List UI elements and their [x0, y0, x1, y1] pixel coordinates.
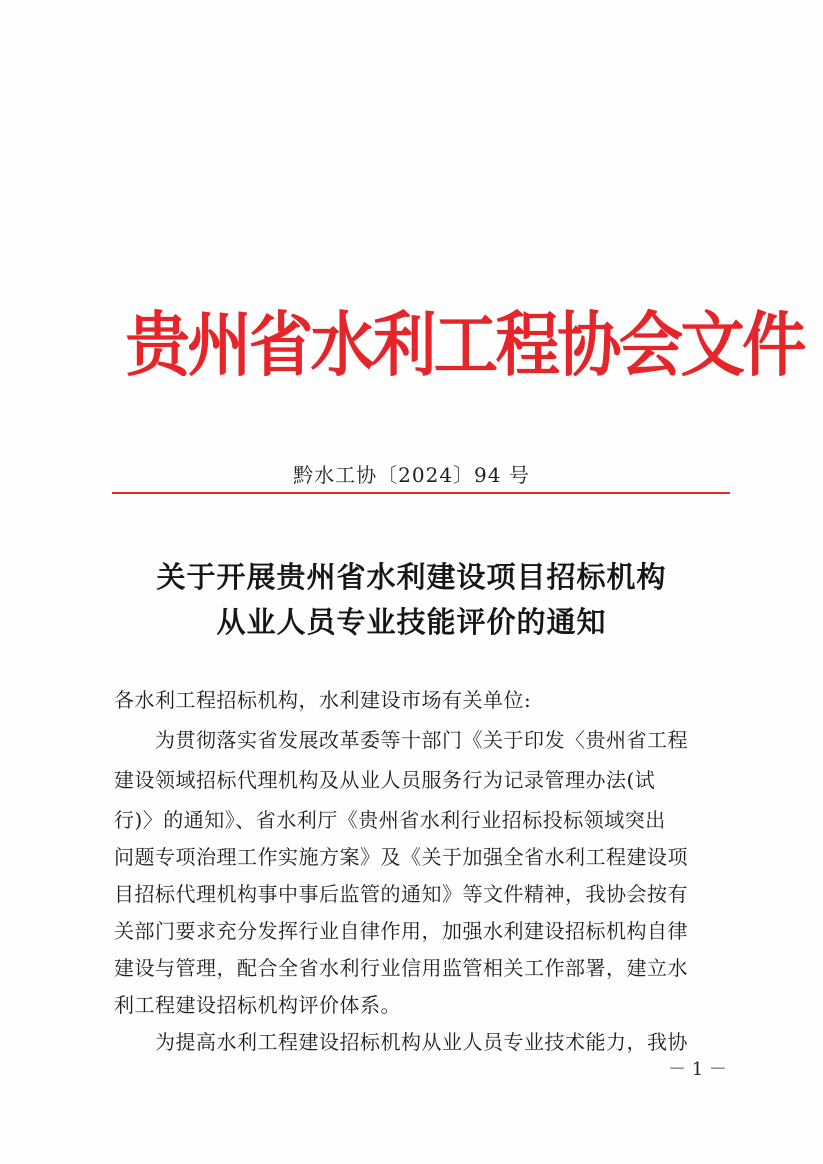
- body-line-1: 为贯彻落实省发展改革委等十部门《关于印发〈贵州省工程: [114, 728, 688, 752]
- body-line-8: 利工程建设招标机构评价体系。: [114, 993, 401, 1017]
- salutation-line: 各水利工程招标机构，水利建设市场有关单位:: [114, 688, 532, 712]
- body-line-5: 目招标代理机构事中事后监管的通知》等文件精神，我协会按有: [114, 882, 688, 906]
- masthead-title: 贵州省水利工程协会文件: [125, 303, 804, 386]
- red-divider-line: [112, 492, 730, 494]
- body-line-7: 建设与管理，配合全省水利行业信用监管相关工作部署，建立水: [114, 956, 688, 980]
- page-number: － 1 －: [668, 1059, 727, 1080]
- body-line-4: 问题专项治理工作实施方案》及《关于加强全省水利工程建设项: [114, 845, 688, 869]
- notice-title-line-1: 关于开展贵州省水利建设项目招标机构: [156, 560, 667, 594]
- body-line-2: 建设领域招标代理机构及从业人员服务行为记录管理办法(试: [114, 768, 656, 792]
- notice-title-line-2: 从业人员专业技能评价的通知: [216, 605, 607, 639]
- body-line-6: 关部门要求充分发挥行业自律作用，加强水利建设招标机构自律: [114, 919, 688, 943]
- document-number: 黔水工协〔2024〕94 号: [293, 463, 530, 487]
- body-line-3: 行)〉的通知》、省水利厅《贵州省水利行业招标投标领域突出: [114, 808, 666, 832]
- body-line-9: 为提高水利工程建设招标机构从业人员专业技术能力，我协: [114, 1030, 688, 1054]
